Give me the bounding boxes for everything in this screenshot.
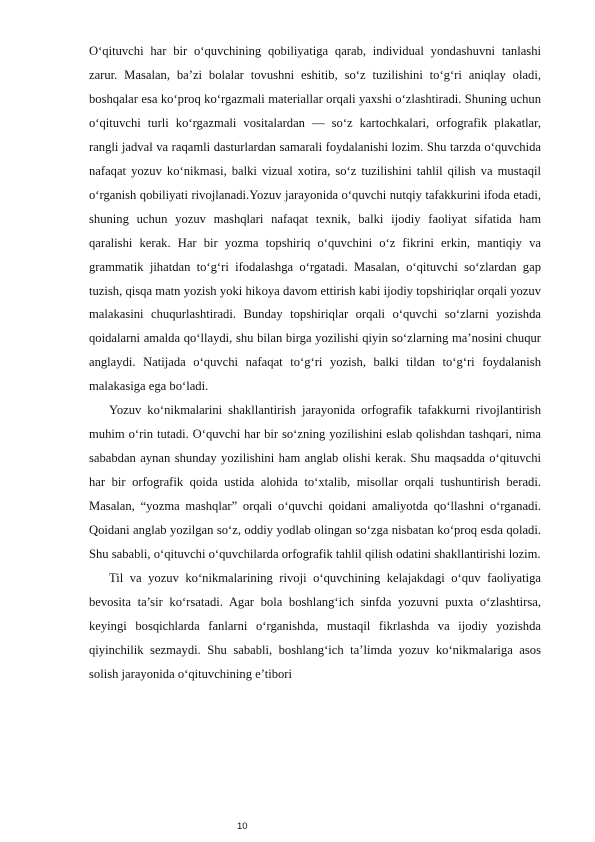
paragraph-3: Til va yozuv ko‘nikmalarining rivoji o‘quvchining kelajakdagi o‘quv faoliyatiga bevosita ta’sir ko‘rsatadi. Agar bola boshlang‘ich sinfda yozuvni puxta o‘zlashtirsa, keyingi bosqichlarda fanlarni o‘rganishda, mustaqil fikrlashda va ijodiy yozishda qiyinchilik sezmaydi. Shu sababli, boshlang‘ich ta’limda yozuv ko‘nikmalariga asos solish jarayonida o‘qituvchining e’tibori <box>89 570 541 681</box>
page-number: 10 <box>237 821 248 832</box>
body-text <box>89 40 541 687</box>
paragraph-2: Yozuv ko‘nikmalarini shakllantirish jarayonida orfografik tafakkurni rivojlantirish muhim o‘rin tutadi. O‘quvchi har bir so‘zning yozilishini eslab qolishdan tashqari, nima sababdan aynan shunday yozilishini ham anglab olishi kerak. Shu maqsadda o‘qituvchi har bir orfografik qoida ustida alohida to‘xtalib, misollar orqali tushuntirish beradi. Masalan, “yozma mashqlar” orqali o‘quvchi qoidani amaliyotda qo‘llashni o‘rganadi. Qoidani anglab yozilgan so‘z, oddiy yodlab olingan so‘zga nisbatan ko‘proq esda qoladi. Shu sababli, o‘qituvchi o‘quvchilarda orfografik tahlil qilish odatini shakllantirishi lozim. <box>89 403 541 562</box>
paragraph-1: O‘qituvchi har bir o‘quvchining qobiliyatiga qarab, individual yondashuvni tanlashi zarur. Masalan, ba’zi bolalar tovushni eshitib, so‘z tuzilishini to‘g‘ri aniqlay oladi, boshqalar esa ko‘proq ko‘rgazmali materiallar orqali yaxshi o‘zlashtiradi. Shuning uchun o‘qituvchi turli ko‘rgazmali vositalardan — so‘z kartochkalari, orfografik plakatlar, rangli jadval va raqamli dasturlardan samarali foydalanishi lozim. Shu tarzda o‘quvchida nafaqat yozuv ko‘nikmasi, balki vizual xotira, so‘z tuzilishini tahlil qilish va mustaqil o‘rganish qobiliyati rivojlanadi.Yozuv jarayonida o‘quvchi nutqiy tafakkurini ifoda etadi, shuning uchun yozuv mashqlari nafaqat texnik, balki ijodiy faoliyat sifatida ham qaralishi kerak. Har bir yozma topshiriq o‘quvchini o‘z fikrini erkin, mantiqiy va grammatik jihatdan to‘g‘ri ifodalashga o‘rgatadi. Masalan, o‘qituvchi so‘zlardan gap tuzish, qisqa matn yozish yoki hikoya davom ettirish kabi ijodiy topshiriqlar orqali yozuv malakasini chuqurlashtiradi. Bunday topshiriqlar orqali o‘quvchi so‘zlarni yozishda qoidalarni amalda qo‘llaydi, shu bilan birga yozilishi qiyin so‘zlarning ma’nosini chuqur anglaydi. Natijada o‘quvchi nafaqat to‘g‘ri yozish, balki tildan to‘g‘ri foydalanish malakasiga ega bo‘ladi. <box>89 44 541 394</box>
